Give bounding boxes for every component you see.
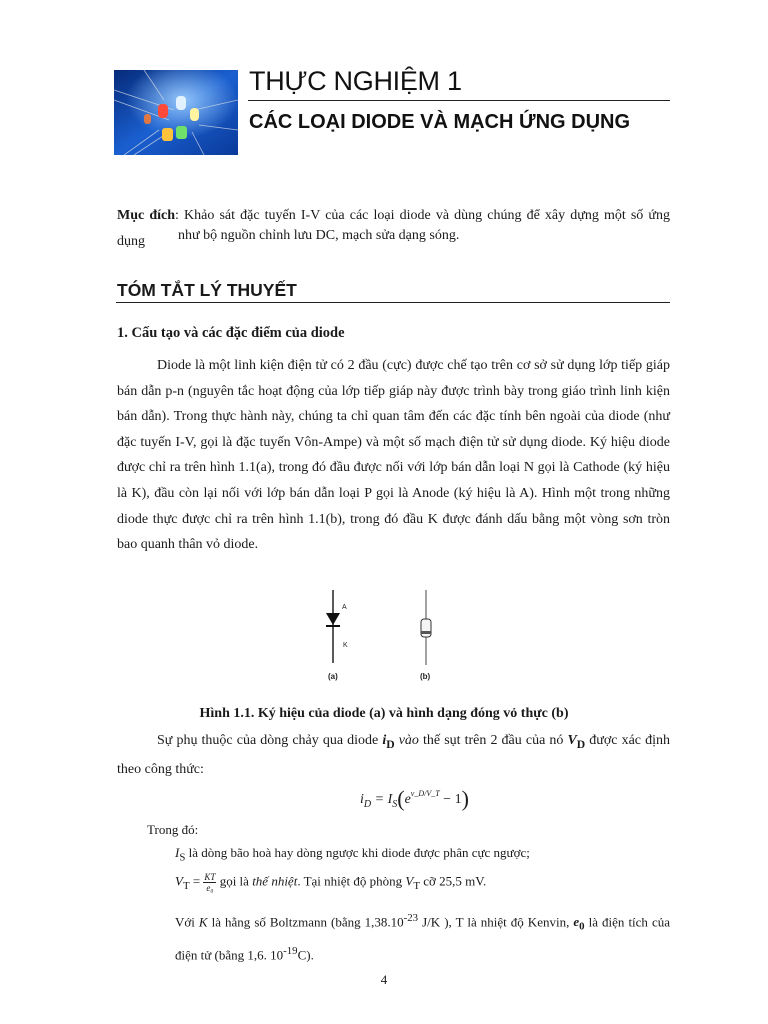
chapter-title: THỰC NGHIỆM 1: [249, 66, 462, 96]
led-photo: [114, 70, 238, 155]
title-divider: [248, 100, 670, 101]
where-label: Trong đó:: [147, 822, 199, 837]
figure-label-a: (a): [328, 672, 338, 681]
vt-definition: $V_T$ = $\frac{KT}{\text{e₀}}$ gọi là thế nhiệt. Tại nhiệt độ phòng $V_T$ cỡ 25,5 mV.: [175, 872, 487, 893]
chapter-subtitle: CÁC LOẠI DIODE VÀ MẠCH ỨNG DỤNG: [249, 111, 631, 133]
diode-package: [421, 590, 431, 665]
purpose-text: : Khảo sát đặc tuyến I-V của các loại diode và dùng chúng để xây dựng một số ứng dụng: [117, 208, 671, 249]
intro-paragraph: Diode là một linh kiện điện tử có 2 đầu (cực) được chế tạo trên cơ sở sử dụng lớp tiếp giáp bán dẫn p-n (nguyên tắc hoạt động của lớp tiếp giáp này được trình bày trong giáo trình linh kiện bán dẫn). Trong thực hành này, chúng ta chỉ quan tâm đến các đặc tính bên ngoài của diode (như đặc tuyến I-V, gọi là đặc tuyến Vôn-Ampe) và một số mạch điện tử sử dụng diode. Ký hiệu diode được chỉ ra trên hình 1.1(a), trong đó đầu được nối với lớp bán dẫn loại N gọi là Cathode (ký hiệu là K), đầu còn lại nối với lớp bán dẫn loại P gọi là Anode (ký hiệu là A). Hình một trong những diode thực được chỉ ra trên hình 1.1(b), trong đó đầu K được đánh dấu bằng một vòng sơn tròn bao quanh thân vỏ diode.: [117, 358, 670, 553]
purpose-label: Mục đích: [117, 208, 176, 223]
dependency-paragraph: Sự phụ thuộc của dòng chảy qua diode $i_D$ vào thế sụt trên 2 đầu của nó $V_D$ được xác định theo công thức:: [117, 733, 670, 778]
section-title: TÓM TẮT LÝ THUYẾT: [117, 280, 297, 300]
diode-figure: [300, 585, 460, 685]
cathode-label: K: [343, 642, 348, 649]
diode-symbol: [326, 590, 340, 663]
purpose-text-continued: như bộ nguồn chỉnh lưu DC, mạch sửa dạng sóng.: [178, 228, 460, 243]
figure-caption: Hình 1.1. Ký hiệu của diode (a) và hình dạng đóng vỏ thực (b): [199, 706, 569, 721]
section-divider: [116, 302, 670, 303]
subsection-title: 1. Cấu tạo và các đặc điểm của diode: [117, 325, 345, 341]
figure-label-b: (b): [420, 672, 431, 681]
page-number: 4: [380, 972, 388, 987]
diode-equation: $i_D = I_S(e^{v\_D/V\_T} - 1)$: [360, 786, 469, 811]
boltzmann-definition: Với K là hằng số Boltzmann (bằng $1,38.10^{-23}$ J/K ), T là nhiệt độ Kenvin, $e_0$ là điện tích của điện tử (bằng 1,6. $10^{-19}C$).: [175, 912, 671, 963]
anode-label: A: [342, 604, 347, 611]
is-definition: $I_S$ là dòng bão hoà hay dòng ngược khi diode được phân cực ngược;: [175, 845, 530, 864]
